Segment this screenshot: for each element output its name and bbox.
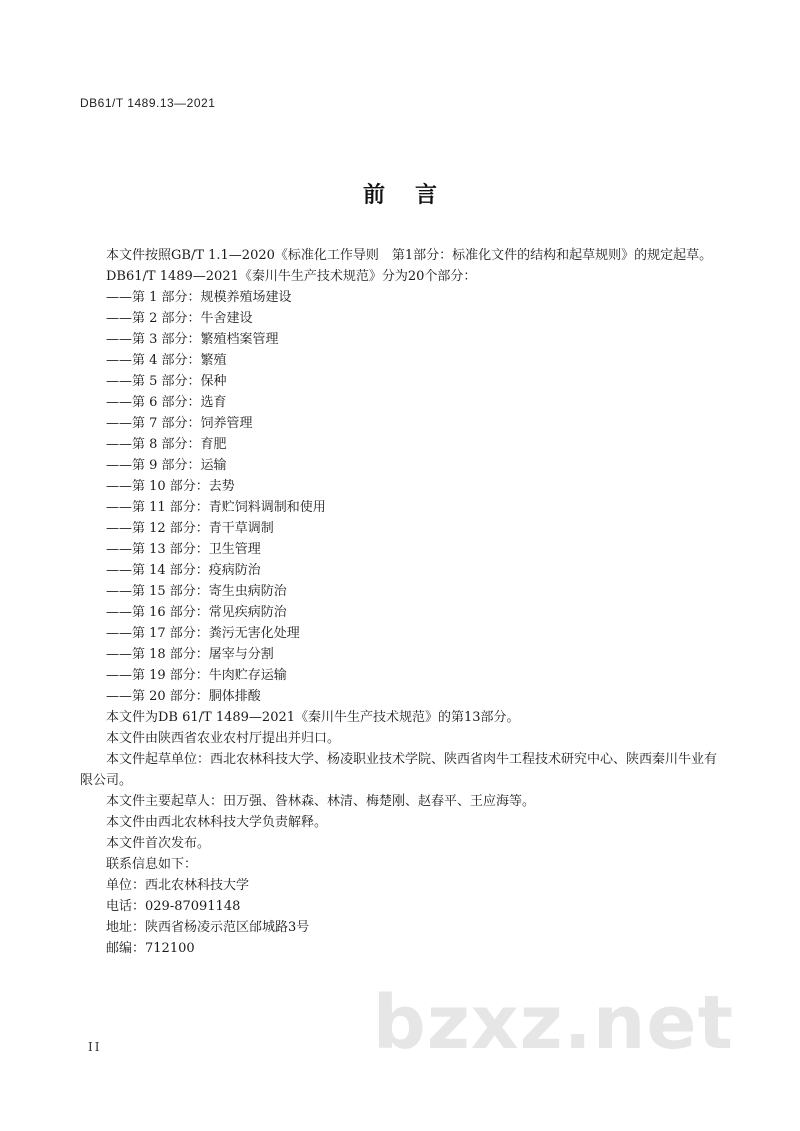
list-item: ——第 7 部分：饲养管理	[106, 416, 253, 431]
contact-address: 地址：陕西省杨凌示范区邰城路3号	[106, 920, 310, 935]
list-item: ——第 18 部分：屠宰与分割	[106, 647, 274, 662]
contact-unit: 单位：西北农林科技大学	[106, 878, 250, 893]
document-body	[80, 245, 720, 959]
list-item: ——第 1 部分：规模养殖场建设	[106, 290, 292, 305]
contact-heading: 联系信息如下：	[106, 857, 198, 872]
drafting-units-statement: 本文件起草单位：西北农林科技大学、杨凌职业技术学院、陕西省肉牛工程技术研究中心、陕西秦川牛业有限公司。	[80, 752, 718, 788]
document-code: DB61/T 1489.13—2021	[80, 96, 216, 110]
list-item: ——第 5 部分：保种	[106, 374, 227, 389]
intro-paragraph-standard: 本文件按照GB/T 1.1—2020《标准化工作导则 第1部分：标准化文件的结构和起草规则》的规定起草。	[106, 248, 713, 263]
list-item: ——第 2 部分：牛舍建设	[106, 311, 253, 326]
list-item: ——第 16 部分：常见疾病防治	[106, 605, 287, 620]
first-release-statement: 本文件首次发布。	[106, 836, 211, 851]
list-item: ——第 3 部分：繁殖档案管理	[106, 332, 279, 347]
page-number: II	[88, 1040, 102, 1054]
list-item: ——第 8 部分：育肥	[106, 437, 227, 452]
list-item: ——第 13 部分：卫生管理	[106, 542, 261, 557]
list-item: ——第 9 部分：运输	[106, 458, 227, 473]
list-item: ——第 11 部分：青贮饲料调制和使用	[106, 500, 326, 515]
list-item: ——第 14 部分：疫病防治	[106, 563, 261, 578]
proposed-by-statement: 本文件由陕西省农业农村厅提出并归口。	[106, 731, 341, 746]
drafters-statement: 本文件主要起草人：田万强、昝林森、林清、梅楚刚、赵春平、王应海等。	[106, 794, 536, 809]
list-item: ——第 4 部分：繁殖	[106, 353, 227, 368]
interpretation-statement: 本文件由西北农林科技大学负责解释。	[106, 815, 328, 830]
intro-paragraph-parts: DB61/T 1489—2021《秦川牛生产技术规范》分为20个部分：	[106, 269, 477, 284]
list-item: ——第 15 部分：寄生虫病防治	[106, 584, 287, 599]
list-item: ——第 20 部分：胴体排酸	[106, 689, 261, 704]
part-number-statement: 本文件为DB 61/T 1489—2021《秦川牛生产技术规范》的第13部分。	[106, 710, 520, 725]
list-item: ——第 6 部分：选育	[106, 395, 227, 410]
list-item: ——第 19 部分：牛肉贮存运输	[106, 668, 287, 683]
list-item: ——第 12 部分：青干草调制	[106, 521, 274, 536]
watermark: bzxz.net	[372, 980, 734, 1066]
page-title: 前言	[362, 183, 467, 208]
parts-list	[80, 287, 720, 707]
list-item: ——第 10 部分：去势	[106, 479, 235, 494]
list-item: ——第 17 部分：粪污无害化处理	[106, 626, 300, 641]
contact-phone: 电话：029-87091148	[106, 899, 241, 914]
contact-postcode: 邮编：712100	[106, 941, 195, 956]
